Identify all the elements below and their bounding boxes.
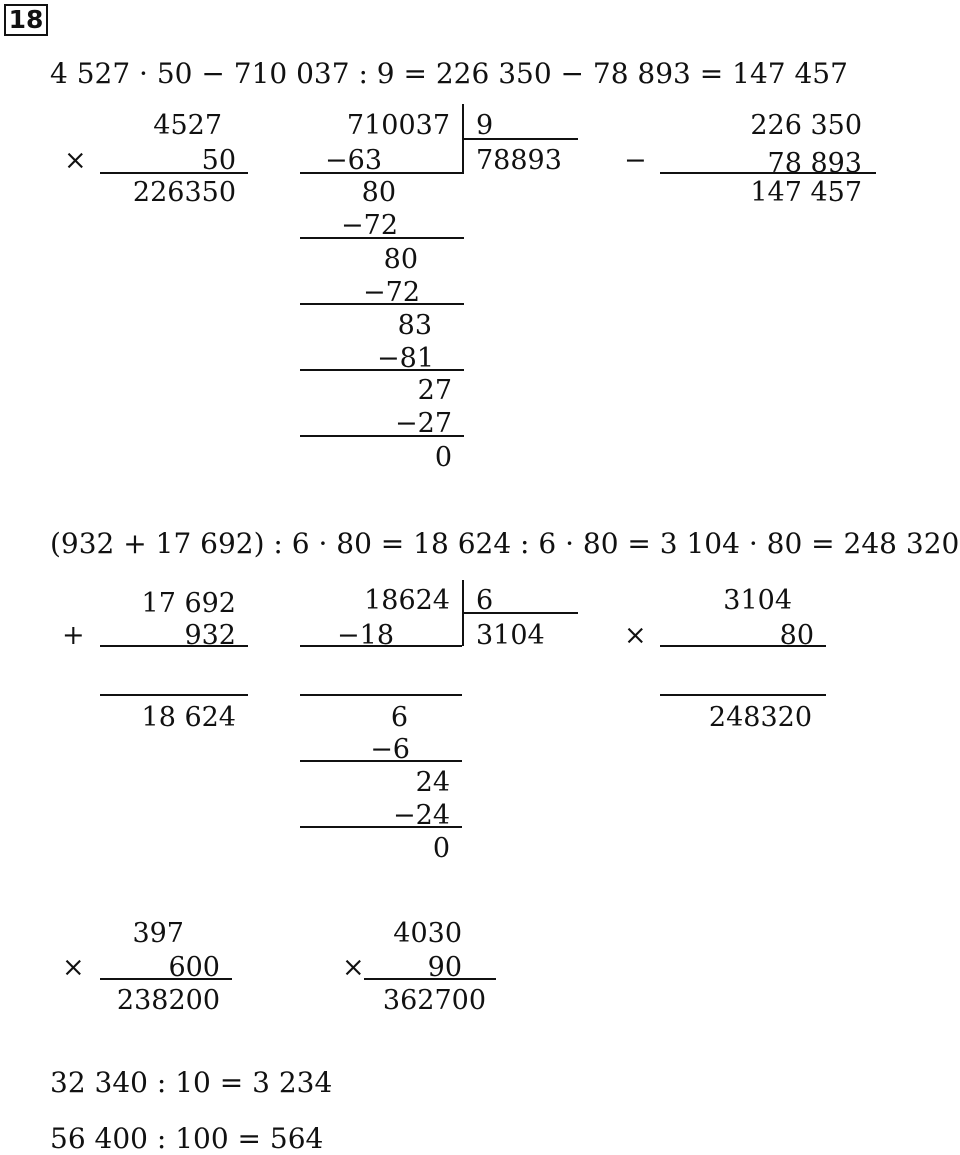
mult2-line [660, 645, 826, 647]
mult1-result: 226350 [132, 177, 236, 208]
sub1-result: 147 457 [750, 177, 862, 208]
div1-step: −72 [363, 277, 420, 308]
sub1-bottom: 78 893 [767, 148, 862, 179]
div1-step: 83 [397, 310, 432, 341]
mult1-sign: × [64, 145, 87, 176]
mult3-result: 238200 [116, 985, 220, 1016]
div2-step-line [300, 645, 462, 647]
mult3-top: 397 [132, 918, 184, 949]
equation-1: 4 527 · 50 − 710 037 : 9 = 226 350 − 78 893 = 147 457 [50, 57, 848, 90]
div1-step: 27 [417, 375, 452, 406]
div1-step: 80 [383, 244, 418, 275]
div1-divisor-line [462, 138, 578, 140]
div2-divisor: 6 [476, 585, 494, 616]
div1-step: 80 [361, 177, 396, 208]
div1-step-line [300, 172, 464, 174]
div1-divisor: 9 [476, 110, 494, 141]
div1-step: −81 [377, 343, 434, 374]
mult2-result: 248320 [708, 702, 812, 733]
add2-result: 18 624 [141, 702, 236, 733]
equation-4: 56 400 : 100 = 564 [50, 1122, 324, 1155]
div1-remainder: 0 [434, 442, 452, 473]
div2-step-line [300, 694, 462, 696]
sub1-top: 226 350 [750, 110, 862, 141]
div2-step: 24 [415, 767, 450, 798]
problem-number-badge: 18 [4, 4, 48, 36]
div2-step: −24 [393, 800, 450, 831]
mult3-bottom: 600 [168, 952, 220, 983]
mult1-top: 4527 [153, 110, 222, 141]
sub1-line [660, 172, 876, 174]
mult2-bottom: 80 [779, 620, 814, 651]
div1-dividend: 710037 [346, 110, 450, 141]
mult4-sign: × [342, 952, 365, 983]
add2-line [100, 645, 248, 647]
div2-step-line [300, 760, 462, 762]
mult4-top: 4030 [393, 918, 462, 949]
div2-step: −18 [337, 620, 394, 651]
div2-divisor-line [462, 612, 578, 614]
div1-step-line [300, 435, 464, 437]
mult2-line-2 [660, 694, 826, 696]
add2-sign: + [62, 620, 85, 651]
mult3-sign: × [62, 952, 85, 983]
mult2-sign: × [624, 620, 647, 651]
equation-3: 32 340 : 10 = 3 234 [50, 1066, 333, 1099]
div2-step-line [300, 826, 462, 828]
mult3-line [100, 978, 232, 980]
div2-step: 6 [390, 702, 408, 733]
div1-step: −72 [341, 210, 398, 241]
div2-remainder: 0 [432, 833, 450, 864]
div1-step: −27 [395, 408, 452, 439]
mult4-result: 362700 [382, 985, 486, 1016]
mult1-line [100, 172, 248, 174]
div2-quotient: 3104 [476, 620, 545, 651]
add2-bottom: 932 [184, 620, 236, 651]
mult2-top: 3104 [723, 585, 792, 616]
mult1-bottom: 50 [201, 145, 236, 176]
div2-step: −6 [370, 734, 410, 765]
mult4-bottom: 90 [427, 952, 462, 983]
div1-step-line [300, 303, 464, 305]
div1-step: −63 [325, 145, 382, 176]
sub1-sign: − [624, 145, 647, 176]
add2-top: 17 692 [141, 588, 236, 619]
div1-step-line [300, 369, 464, 371]
add2-line-2 [100, 694, 248, 696]
div1-step-line [300, 237, 464, 239]
mult4-line [364, 978, 496, 980]
div1-quotient: 78893 [476, 145, 562, 176]
div2-dividend: 18624 [364, 585, 450, 616]
equation-2: (932 + 17 692) : 6 · 80 = 18 624 : 6 · 80 = 3 104 · 80 = 248 320 [50, 527, 960, 560]
